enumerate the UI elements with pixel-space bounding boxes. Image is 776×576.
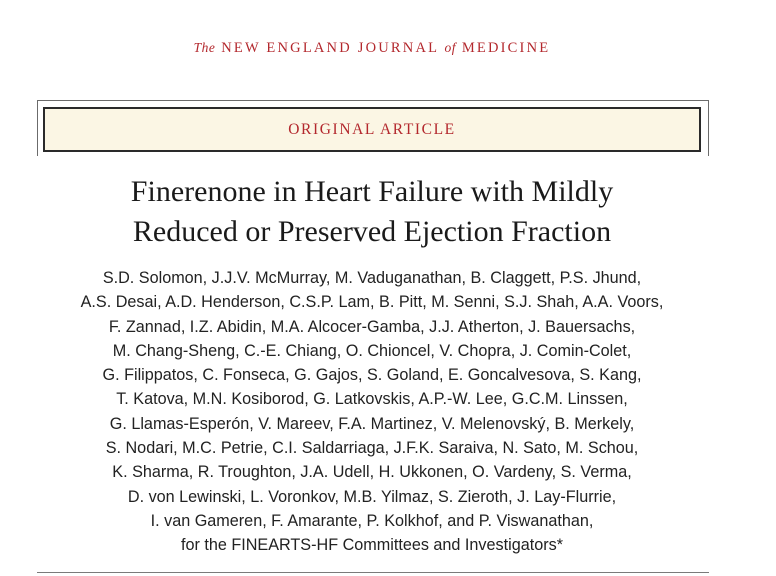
article-title	[0, 172, 744, 252]
title-line: Reduced or Preserved Ejection Fraction	[132, 215, 612, 248]
author-line: A.S. Desai, A.D. Henderson, C.S.P. Lam, B. Pitt, M. Senni, S.J. Shah, A.A. Voors,	[80, 293, 664, 312]
bottom-divider	[37, 572, 709, 573]
author-line: F. Zannad, I.Z. Abidin, M.A. Alcocer-Gamba, J.J. Atherton, J. Bauersachs,	[108, 317, 636, 336]
journal-connector: of	[444, 40, 456, 55]
author-line: G. Filippatos, C. Fonseca, G. Gajos, S. Goland, E. Goncalvesova, S. Kang,	[102, 366, 642, 385]
journal-name-part2: MEDICINE	[461, 40, 551, 56]
author-line: D. von Lewinski, L. Voronkov, M.B. Yilmaz, S. Zieroth, J. Lay-Flurrie,	[127, 487, 617, 506]
author-list	[0, 266, 744, 558]
journal-prefix: The	[193, 40, 216, 55]
author-line: I. van Gameren, F. Amarante, P. Kolkhof, and P. Viswanathan,	[150, 511, 594, 530]
journal-name-part1: NEW ENGLAND JOURNAL	[221, 40, 439, 56]
author-line: M. Chang-Sheng, C.-E. Chiang, O. Chioncel, V. Chopra, J. Comin-Colet,	[112, 341, 632, 360]
author-line: K. Sharma, R. Troughton, J.A. Udell, H. Ukkonen, O. Vardeny, S. Verma,	[112, 463, 632, 482]
author-line: S.D. Solomon, J.J.V. McMurray, M. Vaduganathan, B. Claggett, P.S. Jhund,	[102, 269, 642, 287]
article-type-label: ORIGINAL ARTICLE	[288, 120, 456, 138]
article-type-banner	[43, 107, 701, 152]
title-line: Finerenone in Heart Failure with Mildly	[130, 175, 614, 208]
journal-masthead	[0, 40, 744, 57]
author-line: G. Llamas-Esperón, V. Mareev, F.A. Martinez, V. Melenovský, B. Merkely,	[109, 414, 635, 433]
author-line: for the FINEARTS-HF Committees and Investigators*	[180, 536, 564, 555]
author-line: S. Nodari, M.C. Petrie, C.I. Saldarriaga, J.F.K. Saraiva, N. Sato, M. Schou,	[105, 439, 639, 458]
author-line: T. Katova, M.N. Kosiborod, G. Latkovskis, A.P.-W. Lee, G.C.M. Linssen,	[116, 390, 628, 409]
